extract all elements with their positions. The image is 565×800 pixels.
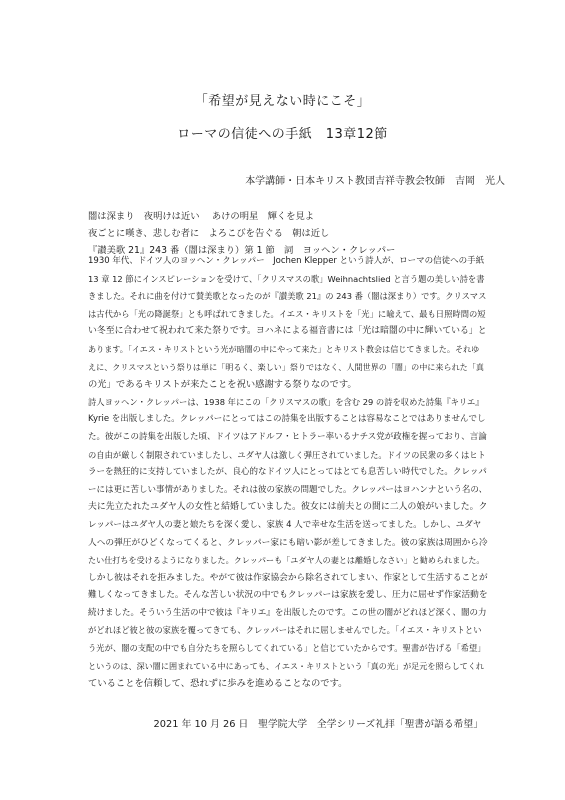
- body-line: というのは、深い闇に囲まれている中にあっても、イエス・キリストという「真の光」が足元を照らしてくれ: [88, 660, 485, 671]
- hymn-verse-line: 闇は深まり 夜明けは近い あけの明星 輝くを見よ: [88, 211, 315, 222]
- body-line: しかし彼はそれを拒みました。やがて彼は作家協会から除名されてしまい、作家として生活することが: [88, 572, 488, 583]
- author-line: 本学講師・日本キリスト教団吉祥寺教会牧師 吉岡 光人: [245, 176, 505, 187]
- body-line: たい仕打ちを受けるようになりました。クレッパーも「ユダヤ人の妻とは離婚しなさい」と勧められました。: [88, 555, 485, 566]
- body-line: た。彼がこの詩集を出版した頃、ドイツはアドルフ・ヒトラー率いるナチス党が政権を握っており、言論: [88, 431, 487, 442]
- body-line: 夫に先立たれたユダヤ人の女性と結婚していました。彼女には前夫との間に二人の娘がいました。ク: [88, 502, 488, 513]
- body-line: えに、クリスマスという祭りは単に「明るく、楽しい」祭りではなく、人間世界の「闇」の中に来られた「真: [88, 361, 484, 372]
- body-line: 13 章 12 節にインスピレーションを受けて、「クリスマスの歌」Weihnachtslied と言う題の美しい詩を書: [88, 273, 485, 284]
- hymn-citation: 『讃美歌 21』243 番（闇は深まり）第 1 節 詞 ヨッヘン・クレッパー: [88, 245, 396, 256]
- body-line: Kyrie を出版しました。クレッパーにとってはこの詩集を出版することは容易なことではありませんでし: [88, 414, 486, 425]
- body-line: がどれほど彼と彼の家族を覆ってきても、クレッパーはそれに屈しませんでした。「イエス・キリストとい: [88, 625, 482, 636]
- body-line: あります。「イエス・キリストという光が暗闇の中にやって来た」とキリスト教会は信じてきました。それゆ: [88, 343, 480, 354]
- body-line: ていることを信頼して、恐れずに歩みを進めることなのです。: [88, 678, 348, 690]
- body-line: 難しくなってきました。そんな苦しい状況の中でもクレッパーは家族を愛し、圧力に屈せず作家活動を: [88, 590, 488, 601]
- body-line: ーには更に苦しい事情がありました。それは彼の家族の問題でした。クレッパーはヨハンナという名の、: [88, 484, 488, 495]
- body-line: い冬至に合わせて祝われて来た祭りです。ヨハネによる福音書には「光は暗闇の中に輝いている」と: [88, 326, 487, 337]
- scripture-reference: ローマの信徒への手紙 13章12節: [177, 127, 388, 142]
- body-line: 1930 年代、ドイツ人のヨッヘン・クレッパー Jochen Klepper という詩人が、ローマの信徒への手紙: [88, 256, 485, 266]
- body-line: 続けました。そういう生活の中で彼は『キリエ』を出版したのです。この世の闇がどれほど深く、闇の力: [88, 607, 487, 618]
- body-line: の光」であるキリストが来たことを祝い感謝する祭りなのです。: [88, 379, 357, 391]
- body-line: きました。それに曲を付けて賛美歌となったのが『讃美歌 21』の 243 番（闇は深まり）です。クリスマス: [88, 291, 487, 302]
- body-line: う光が、闇の支配の中でも自分たちを照らしてくれている」と信じていたからです。聖書が告げる「希望」: [88, 643, 486, 654]
- body-line: ラーを熱狂的に支持していましたが、良心的なドイツ人にとってはとても息苦しい時代でした。クレッパ: [88, 467, 487, 478]
- body-line: 人への弾圧がひどくなってくると、クレッパー家にも暗い影が差してきました。彼の家族は周囲から冷: [88, 537, 488, 548]
- body-line: の自由が厳しく制限されていましたし、ユダヤ人は激しく弾圧されていました。ドイツの民衆の多くはヒト: [88, 449, 486, 460]
- body-line: レッパーはユダヤ人の妻と娘たちを深く愛し、家族 4 人で幸せな生活を送ってました。しかし、ユダヤ: [88, 519, 482, 530]
- footer-date-line: 2021 年 10 月 26 日 聖学院大学 全学シリーズ礼拝「聖書が語る希望」: [153, 719, 483, 730]
- sermon-title: 「希望が見えない時にこそ」: [194, 94, 371, 109]
- body-line: 詩人ヨッヘン・クレッパーは、1938 年にこの「クリスマスの歌」を含む 29 の詩を収めた詩集『キリエ』: [88, 396, 484, 407]
- sermon-body: [88, 253, 488, 693]
- hymn-verse-line: 夜ごとに嘆き、悲しむ者に よろこびを告ぐる 朝は近し: [88, 228, 330, 239]
- body-line: は古代から「光の降誕祭」とも呼ばれてきました。イエス・キリストを「光」に喩えて、最も日照時間の短: [88, 308, 486, 319]
